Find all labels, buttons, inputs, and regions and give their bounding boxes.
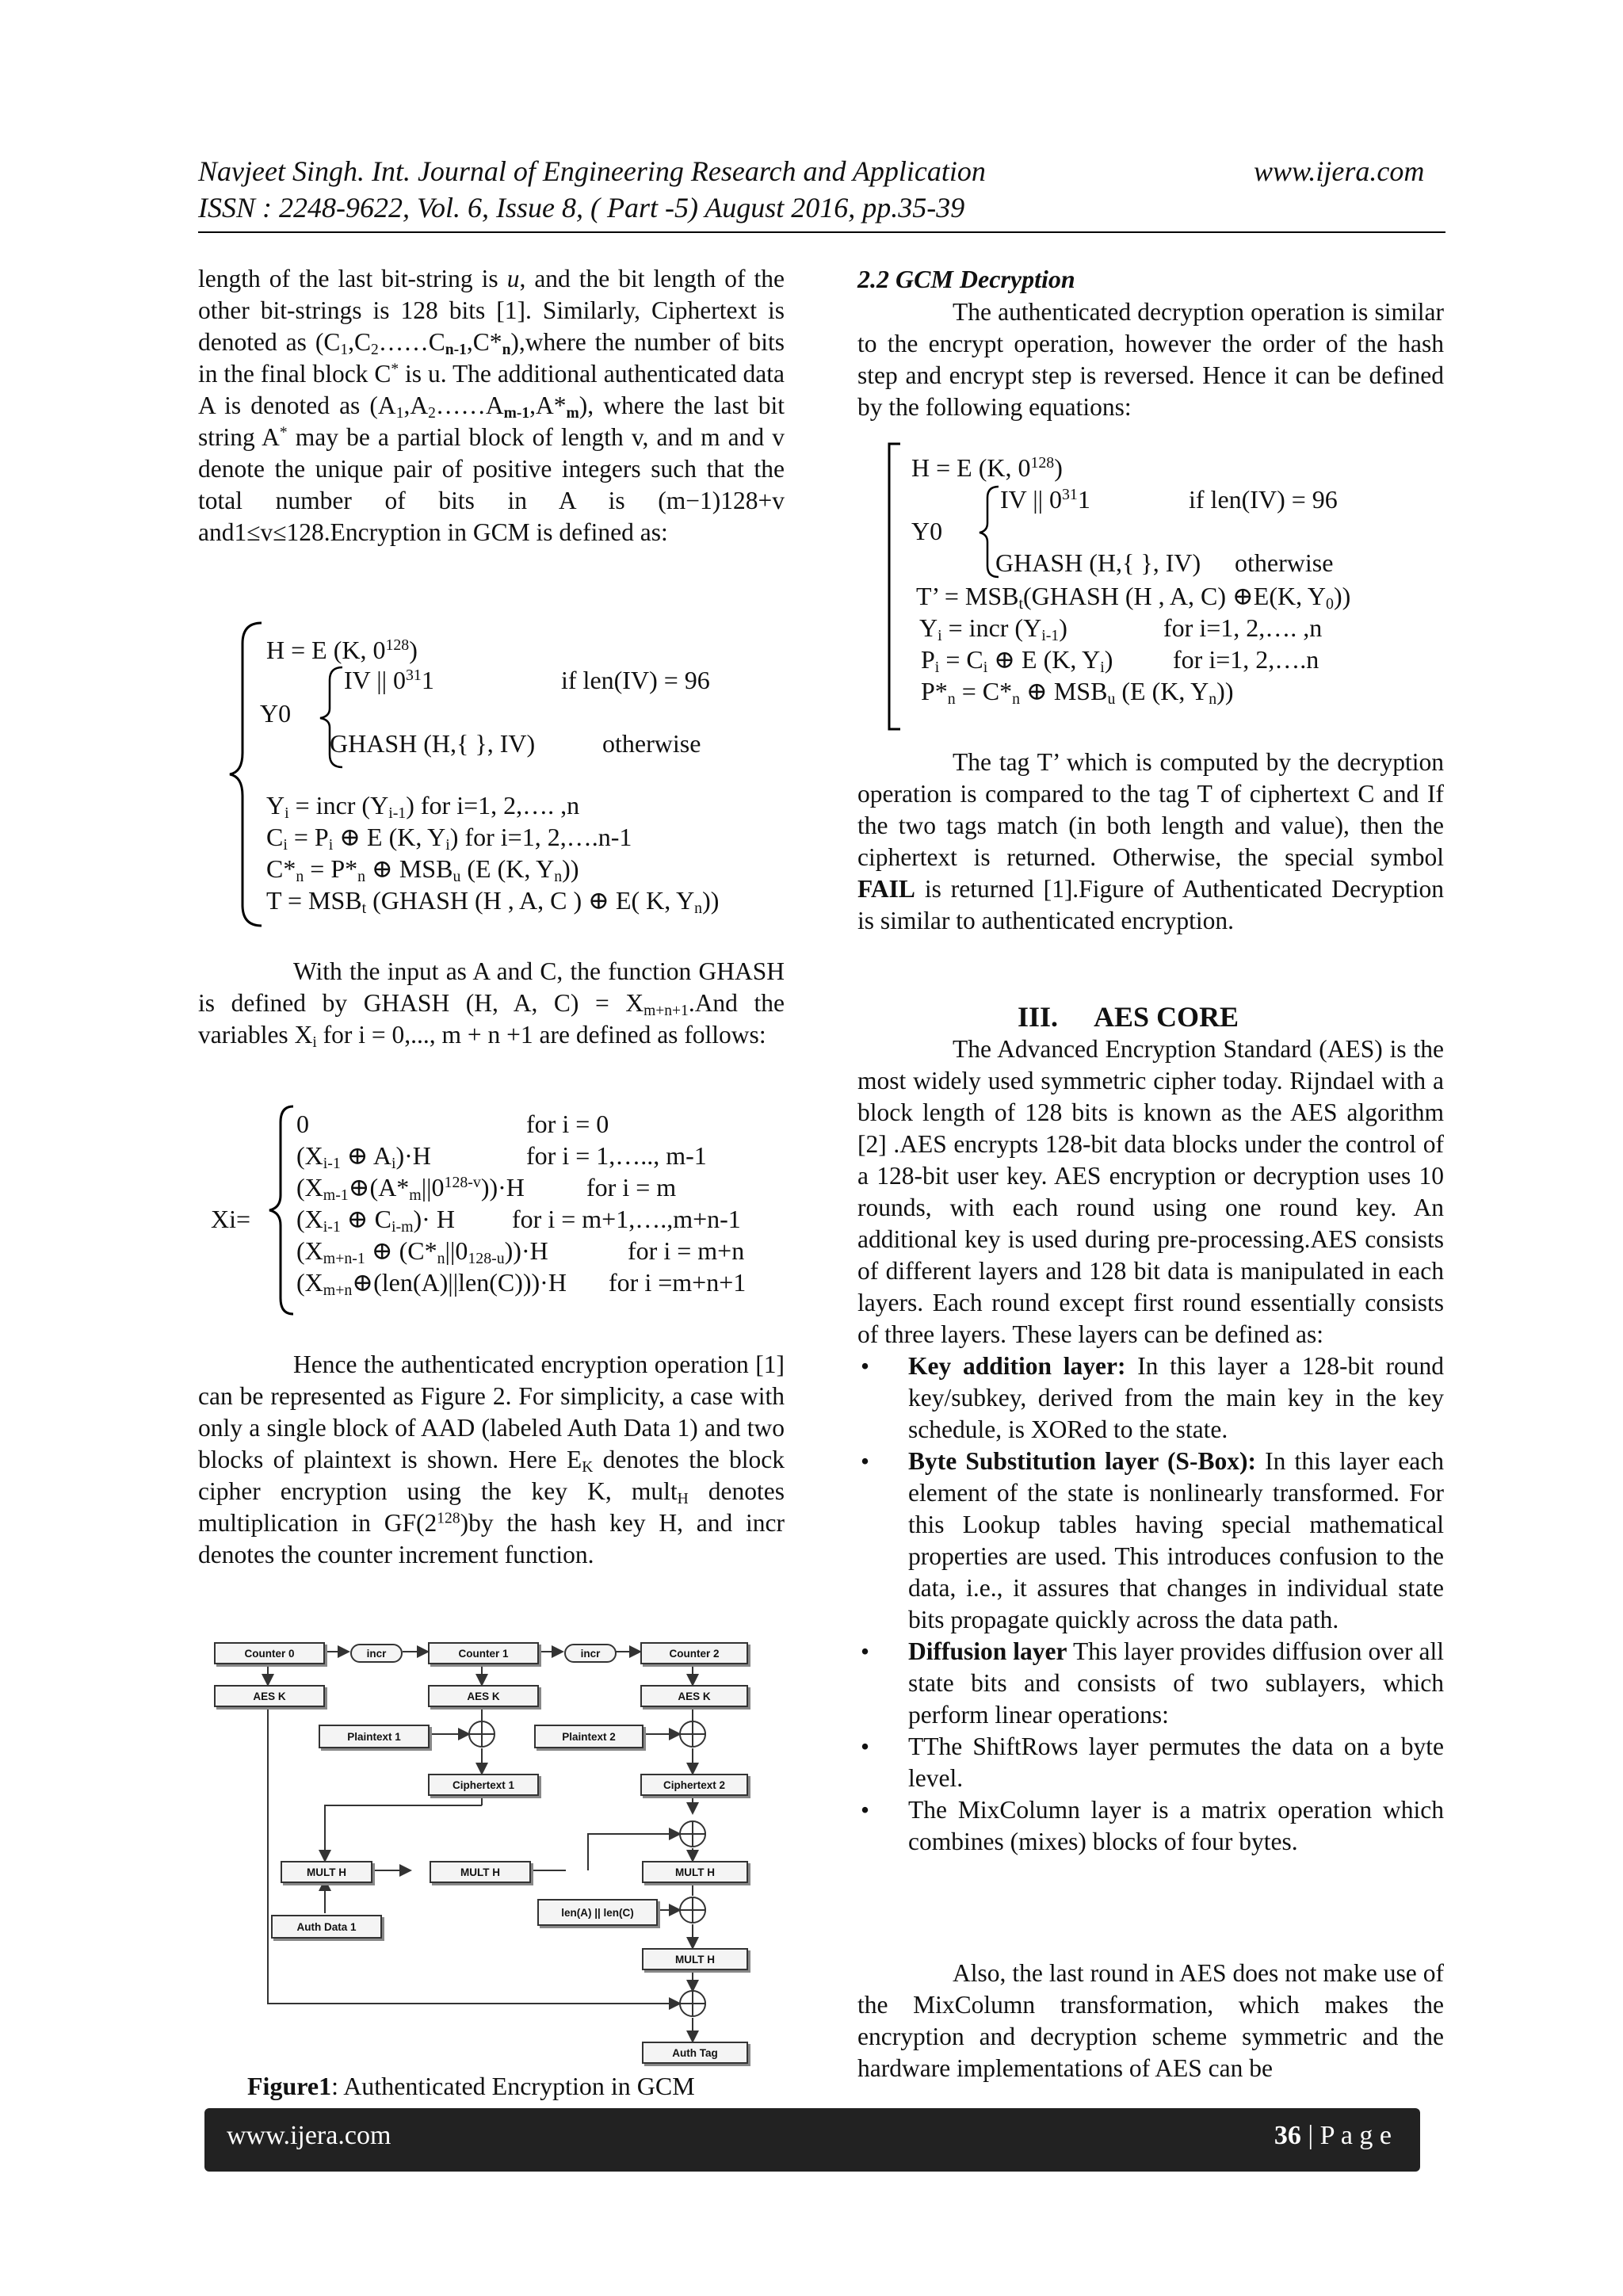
- section-3-heading: III. AES CORE: [1018, 1001, 1239, 1033]
- page-number: 36 | P a g e: [1274, 2121, 1392, 2150]
- left-paragraph-3: Hence the authenticated encryption operation [1] can be represented as Figure 2. For simplicity, a case with only a single block of AAD (labeled Auth Data 1) and two blocks of plaintext is shown. Here $E_K$ denotes the block cipher encryption using the key K, mult$_H$ denotes multiplication in $GF(2^{128})by$ the hash key H, and incr denotes the counter increment function.: [198, 1350, 785, 1568]
- enc-brace: [227, 620, 266, 929]
- list-item-mixcolumn: • The MixColumn layer is a matrix operation which combines (mixes) blocks of four bytes.: [857, 1794, 1444, 1858]
- authdata-box: Auth Data 1: [271, 1915, 382, 1939]
- aes-box-1: AES K: [428, 1685, 539, 1707]
- right-paragraph-4: Also, the last round in AES does not make use of the MixColumn transformation, which makes the encryption and decryption scheme symmetric and the hardware implementations of AES can be: [857, 1959, 1444, 2082]
- mult-box-1: MULT H: [281, 1861, 372, 1883]
- lens-box: len(A) || len(C): [537, 1899, 658, 1926]
- section-2-2-heading: 2.2 GCM Decryption: [857, 265, 1075, 293]
- plaintext2-box: Plaintext 2: [534, 1725, 643, 1748]
- mult-box-2: MULT H: [430, 1861, 531, 1883]
- authtag-box: Auth Tag: [642, 2042, 748, 2064]
- plaintext1-box: Plaintext 1: [319, 1725, 430, 1748]
- counter0-box: Counter 0: [214, 1642, 325, 1664]
- page-footer: [204, 2108, 1420, 2172]
- figure-caption: Figure1: Authenticated Encryption in GCM: [247, 2072, 695, 2100]
- right-paragraph-1: The authenticated decryption operation is similar to the encrypt operation, however the order of the hash step and encrypt step is reversed. Hence it can be defined by the following equations:: [857, 298, 1444, 421]
- ciphertext2-box: Ciphertext 2: [640, 1774, 748, 1796]
- list-item-byte-substitution: • Byte Substitution layer (S-Box): In this layer each element of the state is nonlinearly transformed. For this Lookup tables having special mathematical properties are used. This introduces confusion to the data, i.e., it assures that changes in individual state bits propagate quickly across the data path.: [857, 1446, 1444, 1636]
- journal-line: Navjeet Singh. Int. Journal of Engineering Research and Application: [198, 155, 986, 187]
- mult-box-3: MULT H: [642, 1861, 748, 1883]
- right-paragraph-3: The Advanced Encryption Standard (AES) is the most widely used symmetric cipher today. Rijndael with a block length of 128 bits is known as the AES algorithm [2] .AES encrypts 128-bit data blocks under the control of a 128-bit user key. AES encryption or decryption uses 10 rounds, with each round using one round key. An additional key is used during pre-processing.AES consists of different layers and 128 bit data is manipulated in each layers. Each round except first round essentially consists of three layers. These layers can be defined as: • Key addition layer: In this layer a 128-bit round key/subkey, derived from the main key in the key schedule, is XORed to the state. • Byte Substitution layer (S-Box): In this layer each element of the state is nonlinearly transformed. For this Lookup tables having special mathematical properties are used. This introduces confusion to the data, i.e., it assures that changes in individual state bits propagate quickly across the data path. • Diffusion layer This layer provides diffusion over all state bits and consists of two sublayers, which perform linear operations: • TThe ShiftRows layer permutes the data on a byte level. • The MixColumn layer is a matrix operation which combines (mixes) blocks of four bytes.: [857, 1033, 1444, 1858]
- incr-oval-2: incr: [564, 1644, 617, 1663]
- list-item-key-addition: • Key addition layer: In this layer a 128-bit round key/subkey, derived from the main key in the key schedule, is XORed to the state.: [857, 1350, 1444, 1446]
- list-item-shiftrows: • TThe ShiftRows layer permutes the data on a byte level.: [857, 1731, 1444, 1794]
- journal-site[interactable]: www.ijera.com: [1254, 155, 1425, 187]
- aes-box-0: AES K: [214, 1685, 325, 1707]
- xi-brace: [266, 1103, 298, 1317]
- header-rule: [198, 231, 1445, 233]
- ciphertext1-box: Ciphertext 1: [428, 1774, 539, 1796]
- incr-oval-1: incr: [350, 1644, 403, 1663]
- counter1-box: Counter 1: [428, 1642, 539, 1664]
- aes-layers-list: [857, 1350, 1444, 1858]
- left-paragraph-2: With the input as A and C, the function GHASH is defined by GHASH (H, A, $C) = X_{m+n+1}.And$ the variables $X_i$ for i = 0,..., m + n +1 are defined as follows:: [198, 957, 785, 1051]
- footer-site[interactable]: www.ijera.com: [227, 2121, 391, 2150]
- aes-box-2: AES K: [640, 1685, 748, 1707]
- list-item-diffusion: • Diffusion layer This layer provides diffusion over all state bits and consists of two sublayers, which perform linear operations:: [857, 1636, 1444, 1731]
- issn-line: ISSN : 2248-9622, Vol. 6, Issue 8, ( Part -5) August 2016, pp.35-39: [198, 192, 965, 223]
- right-paragraph-2: The tag T’ which is computed by the decryption operation is compared to the tag T of ciphertext C and If the two tags match (in both length and value), then the ciphertext is returned. Otherwise, the special symbol FAIL is returned [1].Figure of Authenticated Decryption is similar to authenticated encryption.: [857, 748, 1445, 934]
- counter2-box: Counter 2: [640, 1642, 748, 1664]
- gcm-figure: [211, 1634, 758, 2062]
- dec-brace: [878, 441, 905, 732]
- mult-box-4: MULT H: [642, 1948, 748, 1970]
- left-paragraph-1: length of the last bit-string is u, and the bit length of the other bit-strings is 128 bits [1]. Similarly, Ciphertext is denoted as $(C_1,C_2\dots\dots C_{n-1},C*_n),where$ the number of bits in the final block C* is u. The additional authenticated data A is denoted as $(A_1,A_2\dots\dots A_{m-1},A*_m)$, where the last bit string A* may be a partial block of length v, and m and v denote the unique pair of positive integers such that the total number of bits in A is (m−1)128+v and1≤v≤128.Encryption in GCM is defined as:: [198, 265, 785, 546]
